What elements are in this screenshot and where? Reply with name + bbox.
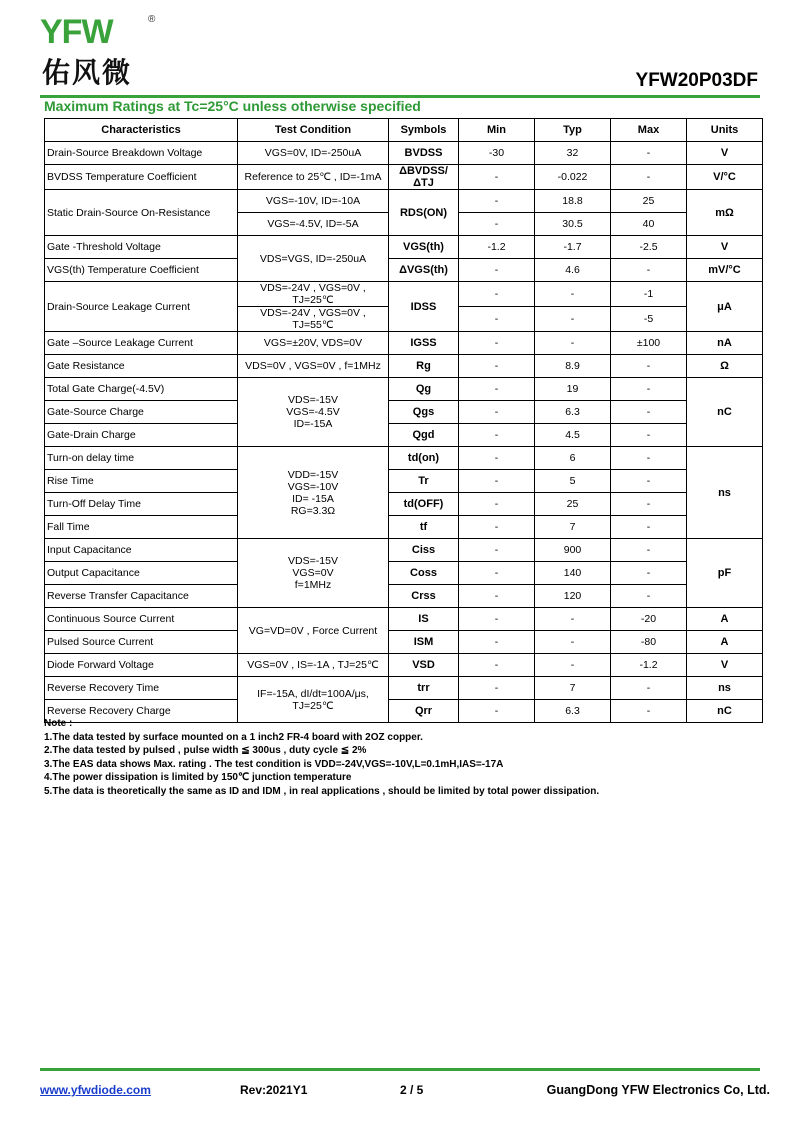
min-cell: - xyxy=(459,190,535,213)
test-condition-cell: IF=-15A, dI/dt=100A/μs, TJ=25℃ xyxy=(238,677,389,723)
symbol-cell: Qg xyxy=(389,378,459,401)
company-name: GuangDong YFW Electronics Co, Ltd. xyxy=(546,1083,770,1097)
typ-cell: - xyxy=(535,631,611,654)
max-cell: - xyxy=(611,165,687,190)
max-cell: - xyxy=(611,447,687,470)
symbol-cell: ISM xyxy=(389,631,459,654)
symbol-cell: VSD xyxy=(389,654,459,677)
table-row xyxy=(45,585,763,608)
table-row xyxy=(45,608,763,631)
typ-cell: 6 xyxy=(535,447,611,470)
table-row xyxy=(45,654,763,677)
min-cell: - xyxy=(459,493,535,516)
min-cell: - xyxy=(459,631,535,654)
table-row xyxy=(45,259,763,282)
characteristic-cell: Gate-Drain Charge xyxy=(45,424,238,447)
characteristic-cell: Gate Resistance xyxy=(45,355,238,378)
symbol-cell: trr xyxy=(389,677,459,700)
characteristic-cell: BVDSS Temperature Coefficient xyxy=(45,165,238,190)
test-condition-cell: VDS=0V , VGS=0V , f=1MHz xyxy=(238,355,389,378)
test-condition-cell: Reference to 25℃ , ID=-1mA xyxy=(238,165,389,190)
symbol-cell: ΔVGS(th) xyxy=(389,259,459,282)
unit-cell: Ω xyxy=(687,355,763,378)
logo-chinese-name: 佑风微 xyxy=(42,56,133,89)
characteristic-cell: Diode Forward Voltage xyxy=(45,654,238,677)
min-cell: -1.2 xyxy=(459,236,535,259)
min-cell: - xyxy=(459,654,535,677)
table-row xyxy=(45,165,763,190)
test-condition-cell: VDS=VGS, ID=-250uA xyxy=(238,236,389,282)
unit-cell: nC xyxy=(687,700,763,723)
min-cell: - xyxy=(459,539,535,562)
symbol-cell: IDSS xyxy=(389,282,459,332)
symbol-cell: ΔBVDSS/ΔTJ xyxy=(389,165,459,190)
test-condition-cell: VGS=±20V, VDS=0V xyxy=(238,332,389,355)
max-cell: ±100 xyxy=(611,332,687,355)
characteristic-cell: Rise Time xyxy=(45,470,238,493)
unit-cell: V/°C xyxy=(687,165,763,190)
max-cell: - xyxy=(611,562,687,585)
test-condition-cell: VGS=0V, ID=-250uA xyxy=(238,142,389,165)
min-cell: - xyxy=(459,401,535,424)
typ-cell: - xyxy=(535,332,611,355)
symbol-cell: tf xyxy=(389,516,459,539)
min-cell: - xyxy=(459,307,535,332)
typ-cell: -0.022 xyxy=(535,165,611,190)
table-row xyxy=(45,355,763,378)
max-cell: - xyxy=(611,493,687,516)
min-cell: - xyxy=(459,585,535,608)
column-header: Units xyxy=(687,119,763,142)
characteristic-cell: Drain-Source Leakage Current xyxy=(45,282,238,332)
logo xyxy=(40,12,160,92)
table-row xyxy=(45,516,763,539)
note-item: 3.The EAS data shows Max. rating . The test condition is VDD=-24V,VGS=-10V,L=0.1mH,IAS=-17A xyxy=(44,758,504,770)
max-cell: 25 xyxy=(611,190,687,213)
characteristic-cell: Reverse Transfer Capacitance xyxy=(45,585,238,608)
min-cell: - xyxy=(459,470,535,493)
typ-cell: 6.3 xyxy=(535,700,611,723)
test-condition-cell: VDD=-15V VGS=-10V ID= -15A RG=3.3Ω xyxy=(238,447,389,539)
characteristic-cell: Turn-Off Delay Time xyxy=(45,493,238,516)
table-row xyxy=(45,493,763,516)
symbol-cell: Qgs xyxy=(389,401,459,424)
unit-cell: μA xyxy=(687,282,763,332)
characteristic-cell: Fall Time xyxy=(45,516,238,539)
characteristic-cell: Input Capacitance xyxy=(45,539,238,562)
symbol-cell: Rg xyxy=(389,355,459,378)
note-item: 5.The data is theoretically the same as ID and IDM , in real applications , should be limited by total power dissipation. xyxy=(44,785,600,797)
max-cell: -5 xyxy=(611,307,687,332)
registered-mark: ® xyxy=(148,14,156,25)
table-row xyxy=(45,424,763,447)
characteristic-cell: Total Gate Charge(-4.5V) xyxy=(45,378,238,401)
revision: Rev:2021Y1 xyxy=(240,1083,308,1097)
table-header-row xyxy=(45,119,763,142)
table-row xyxy=(45,401,763,424)
min-cell: - xyxy=(459,608,535,631)
max-cell: - xyxy=(611,355,687,378)
test-condition-cell: VDS=-15V VGS=-4.5V ID=-15A xyxy=(238,378,389,447)
unit-cell: mV/°C xyxy=(687,259,763,282)
test-condition-cell: VDS=-24V , VGS=0V , TJ=55℃ xyxy=(238,307,389,332)
min-cell: -30 xyxy=(459,142,535,165)
typ-cell: 4.5 xyxy=(535,424,611,447)
max-cell: - xyxy=(611,585,687,608)
unit-cell: A xyxy=(687,608,763,631)
max-cell: -1.2 xyxy=(611,654,687,677)
typ-cell: - xyxy=(535,654,611,677)
max-cell: - xyxy=(611,539,687,562)
page-number: 2 / 5 xyxy=(400,1083,424,1097)
typ-cell: 25 xyxy=(535,493,611,516)
symbol-cell: BVDSS xyxy=(389,142,459,165)
max-cell: -20 xyxy=(611,608,687,631)
column-header: Symbols xyxy=(389,119,459,142)
table-row xyxy=(45,631,763,654)
section-title: Maximum Ratings at Tc=25°C unless otherwise specified xyxy=(44,98,421,114)
max-cell: - xyxy=(611,424,687,447)
max-cell: - xyxy=(611,700,687,723)
ratings-table xyxy=(44,118,763,723)
min-cell: - xyxy=(459,516,535,539)
typ-cell: - xyxy=(535,307,611,332)
symbol-cell: Crss xyxy=(389,585,459,608)
min-cell: - xyxy=(459,700,535,723)
table-row xyxy=(45,332,763,355)
part-number: YFW20P03DF xyxy=(635,70,758,91)
logo-text: YFW xyxy=(40,13,113,51)
notes-heading: Note : xyxy=(44,718,73,729)
typ-cell: 4.6 xyxy=(535,259,611,282)
min-cell: - xyxy=(459,562,535,585)
column-header: Characteristics xyxy=(45,119,238,142)
typ-cell: 140 xyxy=(535,562,611,585)
max-cell: -1 xyxy=(611,282,687,307)
footer-divider xyxy=(40,1068,760,1071)
min-cell: - xyxy=(459,677,535,700)
unit-cell: pF xyxy=(687,539,763,608)
max-cell: - xyxy=(611,378,687,401)
symbol-cell: Coss xyxy=(389,562,459,585)
symbol-cell: IGSS xyxy=(389,332,459,355)
table-row xyxy=(45,677,763,700)
table-row xyxy=(45,378,763,401)
max-cell: 40 xyxy=(611,213,687,236)
typ-cell: 30.5 xyxy=(535,213,611,236)
table-row xyxy=(45,282,763,307)
column-header: Test Condition xyxy=(238,119,389,142)
symbol-cell: td(on) xyxy=(389,447,459,470)
unit-cell: A xyxy=(687,631,763,654)
note-item: 4.The power dissipation is limited by 150℃ junction temperature xyxy=(44,772,352,783)
symbol-cell: Qrr xyxy=(389,700,459,723)
test-condition-cell: VG=VD=0V , Force Current xyxy=(238,608,389,654)
symbol-cell: td(OFF) xyxy=(389,493,459,516)
typ-cell: -1.7 xyxy=(535,236,611,259)
min-cell: - xyxy=(459,355,535,378)
unit-cell: ns xyxy=(687,677,763,700)
characteristic-cell: Turn-on delay time xyxy=(45,447,238,470)
typ-cell: 7 xyxy=(535,677,611,700)
typ-cell: - xyxy=(535,608,611,631)
note-item: 1.The data tested by surface mounted on a 1 inch2 FR-4 board with 2OZ copper. xyxy=(44,731,423,743)
characteristic-cell: Static Drain-Source On-Resistance xyxy=(45,190,238,236)
characteristic-cell: Gate -Threshold Voltage xyxy=(45,236,238,259)
characteristic-cell: Drain-Source Breakdown Voltage xyxy=(45,142,238,165)
website-link[interactable]: www.yfwdiode.com xyxy=(40,1083,151,1097)
note-item: 2.The data tested by pulsed , pulse width ≦ 300us , duty cycle ≦ 2% xyxy=(44,745,367,756)
typ-cell: 19 xyxy=(535,378,611,401)
typ-cell: 18.8 xyxy=(535,190,611,213)
table-row xyxy=(45,562,763,585)
characteristic-cell: VGS(th) Temperature Coefficient xyxy=(45,259,238,282)
symbol-cell: IS xyxy=(389,608,459,631)
typ-cell: 7 xyxy=(535,516,611,539)
min-cell: - xyxy=(459,165,535,190)
table-row xyxy=(45,142,763,165)
characteristic-cell: Gate-Source Charge xyxy=(45,401,238,424)
unit-cell: nC xyxy=(687,378,763,447)
characteristic-cell: Reverse Recovery Charge xyxy=(45,700,238,723)
characteristic-cell: Continuous Source Current xyxy=(45,608,238,631)
test-condition-cell: VDS=-15V VGS=0V f=1MHz xyxy=(238,539,389,608)
min-cell: - xyxy=(459,332,535,355)
symbol-cell: Tr xyxy=(389,470,459,493)
characteristic-cell: Pulsed Source Current xyxy=(45,631,238,654)
symbol-cell: RDS(ON) xyxy=(389,190,459,236)
test-condition-cell: VGS=-10V, ID=-10A xyxy=(238,190,389,213)
table-row xyxy=(45,470,763,493)
test-condition-cell: VDS=-24V , VGS=0V , TJ=25℃ xyxy=(238,282,389,307)
max-cell: - xyxy=(611,470,687,493)
max-cell: -2.5 xyxy=(611,236,687,259)
min-cell: - xyxy=(459,447,535,470)
characteristic-cell: Reverse Recovery Time xyxy=(45,677,238,700)
typ-cell: 900 xyxy=(535,539,611,562)
symbol-cell: Qgd xyxy=(389,424,459,447)
typ-cell: 32 xyxy=(535,142,611,165)
table-row xyxy=(45,539,763,562)
column-header: Min xyxy=(459,119,535,142)
min-cell: - xyxy=(459,259,535,282)
notes xyxy=(44,717,599,798)
max-cell: -80 xyxy=(611,631,687,654)
unit-cell: nA xyxy=(687,332,763,355)
min-cell: - xyxy=(459,213,535,236)
min-cell: - xyxy=(459,378,535,401)
table-row xyxy=(45,447,763,470)
max-cell: - xyxy=(611,677,687,700)
table-row xyxy=(45,236,763,259)
unit-cell: V xyxy=(687,654,763,677)
min-cell: - xyxy=(459,282,535,307)
typ-cell: 120 xyxy=(535,585,611,608)
test-condition-cell: VGS=0V , IS=-1A , TJ=25℃ xyxy=(238,654,389,677)
unit-cell: ns xyxy=(687,447,763,539)
typ-cell: 6.3 xyxy=(535,401,611,424)
max-cell: - xyxy=(611,516,687,539)
typ-cell: 5 xyxy=(535,470,611,493)
symbol-cell: VGS(th) xyxy=(389,236,459,259)
symbol-cell: Ciss xyxy=(389,539,459,562)
characteristic-cell: Output Capacitance xyxy=(45,562,238,585)
min-cell: - xyxy=(459,424,535,447)
max-cell: - xyxy=(611,259,687,282)
characteristic-cell: Gate –Source Leakage Current xyxy=(45,332,238,355)
column-header: Max xyxy=(611,119,687,142)
typ-cell: 8.9 xyxy=(535,355,611,378)
max-cell: - xyxy=(611,142,687,165)
unit-cell: V xyxy=(687,236,763,259)
table-row xyxy=(45,190,763,213)
unit-cell: V xyxy=(687,142,763,165)
max-cell: - xyxy=(611,401,687,424)
unit-cell: mΩ xyxy=(687,190,763,236)
typ-cell: - xyxy=(535,282,611,307)
test-condition-cell: VGS=-4.5V, ID=-5A xyxy=(238,213,389,236)
column-header: Typ xyxy=(535,119,611,142)
